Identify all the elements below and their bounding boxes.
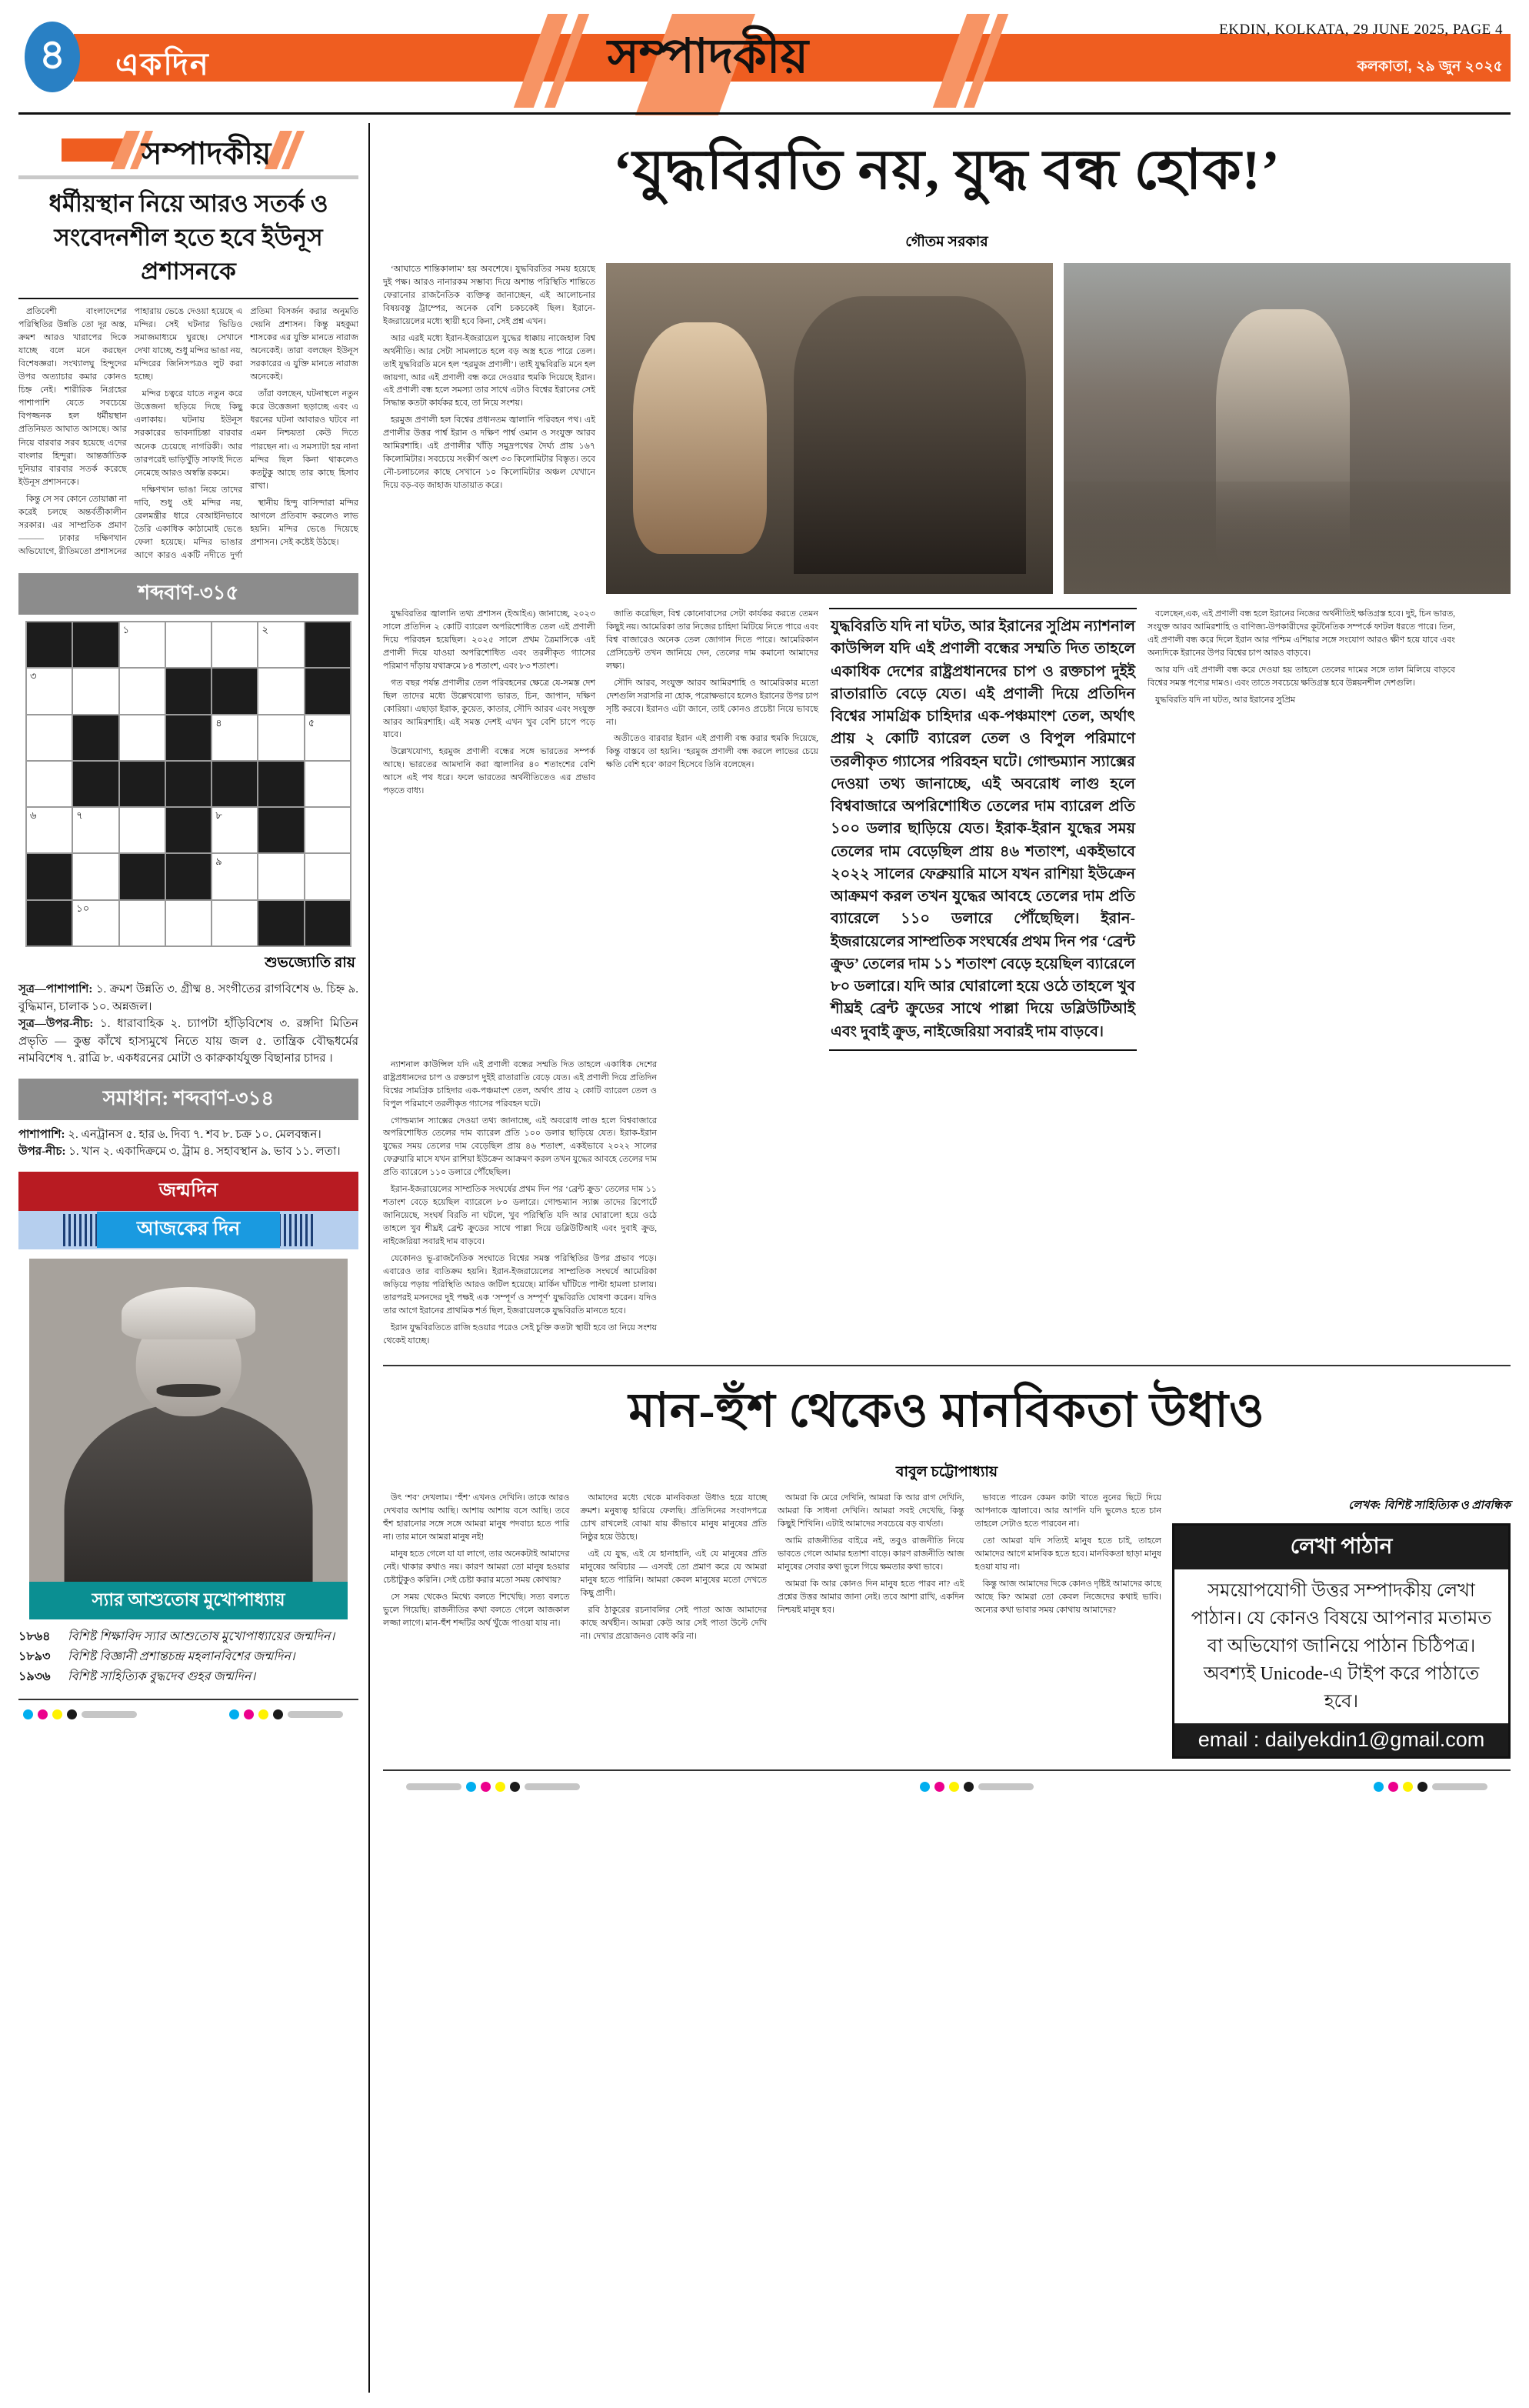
crossword-cell[interactable] xyxy=(27,715,72,760)
crossword-cell[interactable] xyxy=(73,669,118,713)
second-col-1 xyxy=(383,1492,570,1759)
black-dot-icon xyxy=(964,1782,974,1792)
crossword-cell[interactable] xyxy=(120,669,165,713)
news-photo-right xyxy=(1064,263,1511,594)
crossword-block-cell xyxy=(258,808,303,852)
news-photo-left xyxy=(606,263,1053,594)
crossword-cell[interactable] xyxy=(73,901,118,946)
crossword-cell-number: ১ xyxy=(122,623,130,635)
crossword-cell[interactable] xyxy=(305,854,350,899)
article-paragraph: ‘আঘাতে শান্তিকালাম’ হয় অবশেষে। যুদ্ধবিরতির সময় হয়েছে দুই পক্ষ। আরও নানারকম সম্ভাব্য দিয়ে অশান্ত পরিস্থিতি শান্তিতে ফেরানোর রাজনৈতিক ব্যক্তিত্ব জানাচ্ছেন, এই আলোচনার বিষয়বস্তু ট্রাম্পের, অনেক বেশি চকচকেই ছিল। ইরানে-ইজরায়েলের মধ্যে স্থায়ী হবে কিনা, সেই প্রশ্ন এখন। xyxy=(383,265,595,326)
magenta-dot-icon xyxy=(934,1782,944,1792)
crossword-cell[interactable] xyxy=(212,854,257,899)
editorial-paragraph: স্থানীয় হিন্দু বাসিন্দারা মন্দির আগলে প্রতিবাদ করলেও লাভ হয়নি। মন্দির ভেঙে দিয়েছে প্রশাসন। সেই কষ্টেই উঠছে। xyxy=(250,498,358,547)
birthday-entry xyxy=(18,1667,358,1687)
birthday-text: বিশিষ্ট বিজ্ঞানী প্রশান্তচন্দ্র মহলানবিশের জন্মদিন। xyxy=(68,1649,295,1663)
editorial-paragraph: কিন্তু সে সব কোনে তোয়াক্কা না করেই চলছে অন্তর্বর্তীকালীন সরকার। এর সাম্প্রতিক প্রমাণ——— ঢাকার দক্ষিণখান অভিযোগে, রীতিমতো প্রশাসনের পাহারায় ভেঙে দেওয়া হয়েছে এ মন্দির। সেই ঘটনার ভিডিও সমাজমাধ্যমে ঘুরছে। সেখানে দেখা যাচ্ছে, শুধু মন্দির ভাঙা নয়, মন্দিরের জিনিসপত্রও লুট করা হচ্ছে। xyxy=(18,307,243,556)
registration-bar xyxy=(978,1783,1034,1790)
crossword-cell-number: ৫ xyxy=(308,716,315,729)
send-letters-box xyxy=(1172,1523,1511,1759)
article-paragraph: ইরান যুদ্ধবিরতিতে রাজি হওয়ার পরেও সেই চুক্তি কতটা স্থায়ী হবে তা নিয়ে সংশয় থেকেই যাচ্ছে। xyxy=(383,1322,657,1346)
cyan-dot-icon xyxy=(229,1709,239,1719)
send-box-email[interactable]: email : dailyekdin1@gmail.com xyxy=(1174,1723,1508,1756)
solution-down-label: উপর-নীচ: xyxy=(18,1146,66,1159)
article-paragraph: যেকোনও ভূ-রাজনৈতিক সংঘাতে বিশ্বের সমস্ত পরিস্থিতির উপর প্রভাব পড়ে। এবারেও তার ব্যতিক্রম হয়নি। ইরান-ইজরায়েলের সাম্প্রতিক সংঘর্ষে আমেরিকা জড়িয়ে পড়ায় পরিস্থিতি আরও জটিল হয়েছে। মার্কিন ঘাঁটিতে পাল্টা হামলা চালায়। তারপরই মসনদের দুই পক্ষই এক ‘সম্পূর্ণ ও সম্পূর্ণ’ যুদ্ধবিরতি ঘোষণা করেন। যদিও তার আগে ইরানের প্রাথমিক শর্ত ছিল, ইজরায়েলকে যুদ্ধবিরতি মানতে হবে। xyxy=(383,1253,657,1316)
crossword-cell[interactable] xyxy=(166,901,211,946)
article-paragraph: অতীতেও বারবার ইরান এই প্রণালী বন্ধ করার হুমকি দিয়েছে, কিন্তু বাস্তবে তা হয়নি। ‘হরমুজ প্রণালী বন্ধ করলে লাভের চেয়ে ক্ষতি বেশি হবে’ কারণ হিসেবে তিনি বলেছেন। xyxy=(606,734,818,770)
yellow-dot-icon xyxy=(949,1782,959,1792)
portrait-turban xyxy=(122,1287,255,1339)
crossword-block-cell xyxy=(166,715,211,760)
today-banner xyxy=(18,1211,358,1249)
black-dot-icon xyxy=(510,1782,520,1792)
crossword-block-cell xyxy=(212,762,257,806)
main-byline: গৌতম সরকার xyxy=(905,234,988,250)
across-label: সূত্র—পাশাপাশি: xyxy=(18,983,93,996)
article-col-4 xyxy=(1148,608,1455,1051)
crossword-cell[interactable] xyxy=(258,715,303,760)
crossword-block-cell xyxy=(166,808,211,852)
crossword-cell[interactable] xyxy=(120,622,165,667)
main-content-column xyxy=(372,123,1511,2393)
slug-english: EKDIN, KOLKATA, 29 JUNE 2025, PAGE 4 xyxy=(1219,22,1503,38)
birthday-year: ১৮৯৩ xyxy=(18,1649,51,1663)
crossword-block-cell xyxy=(305,669,350,713)
magenta-dot-icon xyxy=(38,1709,48,1719)
cyan-dot-icon xyxy=(466,1782,476,1792)
registration-bar xyxy=(525,1783,580,1790)
portrait-caption: স্যার আশুতোষ মুখোপাধ্যায় xyxy=(29,1582,348,1619)
article-paragraph: বলেছেন,এক, এই প্রণালী বন্ধ হলে ইরানের নিজের অর্থনীতিই ক্ষতিগ্রস্ত হবে। দুই, চিন ভারত, সংযুক্ত আরব আমিরশাহি ও বাণিজ্য-উপকারীদের কূটনৈতিক সম্পর্কে ফাটল ধরতে পারে। তিন, এই প্রণালী বন্ধ করে দিলে ইরান আর পশ্চিম এশিয়ার সঙ্গে সংযোগ আরও ক্ষীণ হয়ে যাবে এবং অন্যদিকে ইরানের উপর বিশ্বের চাপ আরও বাড়বে। xyxy=(1148,609,1455,658)
black-dot-icon xyxy=(273,1709,283,1719)
article-paragraph: ইরান-ইজরায়েলের সাম্প্রতিক সংঘর্ষের প্রথম দিন পর ‘ব্রেন্ট ক্রুড’ তেলের দাম ১১ শতাংশ বেড়ে হয়েছিল ব্যারেলে ৮০ ডলারে। গোল্ডম্যান স্যাক্স তাদের রিপোর্টে জানিয়েছে, সংঘর্ষ বিরতি না ঘটলে, খুব পরিস্থিতি যদি আর ঘোরালো হয়ে ওঠে তাহলে খুব শীঘ্রই ব্রেন্ট ক্রুডের সাথে পাল্লা দিয়ে ডব্লিউটিআই এবং দুবাই ক্রুড, নাইজেরিয়া সবারই দাম বাড়বে। xyxy=(383,1185,657,1246)
second-article-paragraph: আমরা কি মেরে দেখিনি, আমরা কি আর রাগ দেখিনি, আমরা কি সাধনা দেখিনি। আমরা সবই দেখেছি, কিন্তু কিছুই শিখিনি। এটাই আমাদের সবচেয়ে বড় ব্যর্থতা। xyxy=(778,1493,964,1529)
portrait-moustache xyxy=(157,1384,221,1397)
second-col-3 xyxy=(778,1492,964,1759)
crossword-cell-number: ৪ xyxy=(215,716,222,729)
crossword-cell[interactable] xyxy=(73,808,118,852)
solution-down-text: ১. খান ২. একাদিক্রমে ৩. ট্রাম ৪. সহাবস্থান ৯. ভাব ১১. লতা। xyxy=(68,1146,341,1159)
article-col-5 xyxy=(383,1059,657,1352)
editorial-logo-text: সম্পাদকীয় xyxy=(142,136,271,171)
brand-name: একদিন xyxy=(115,47,210,82)
birthday-text: বিশিষ্ট শিক্ষাবিদ স্যার আশুতোষ মুখোপাধ্যায়ের জন্মদিন। xyxy=(68,1629,335,1643)
editorial-logo xyxy=(18,128,358,172)
second-article-paragraph: রবি ঠাকুরের রচনাবলির সেই পাতা আজ আমাদের কাছে অর্থহীন। আমরা কেউ আর সেই পাতা উল্টে দেখি না। দেখার প্রয়োজনও বোধ করি না। xyxy=(580,1605,767,1641)
editorial-paragraph: দক্ষিণখান ভাঙা নিয়ে তাদের দাবি, শুধু ওই মন্দির নয়, রেলমন্ত্রীর ধারে বেআইনিভাবে তৈরি একাধিক কাঠামোই ভেঙে ফেলা হয়েছে। মন্দির ভাঙার আগে কারও একটি নদীতে দুর্গা প্রতিমা বিসর্জন করার অনুমতি দেয়নি প্রশাসন। কিন্তু মহকুমা শাসকের এর যুক্তি মানতে নারাজ অনেকেই। তারা বলছেন ইউনূস সরকারের এ যুক্তি মানতে নারাজ অনেকেই। xyxy=(134,307,358,560)
crossword-cell[interactable] xyxy=(258,622,303,667)
birthday-entry xyxy=(18,1627,358,1647)
crossword-block-cell xyxy=(166,669,211,713)
second-article-paragraph: আমাদের মধ্যে থেকে মানবিকতা উধাও হয়ে যাচ্ছে ক্রমশ। মনুষ্যত্ব হারিয়ে ফেলছি। প্রতিদিনের সংবাদপত্রে চোখ রাখলেই বোঝা যায় কীভাবে মানুষ মানুষের প্রতি নিষ্ঠুর হয়ে উঠছে। xyxy=(580,1493,767,1543)
crossword-title: শব্দবাণ-৩১৫ xyxy=(18,573,358,615)
crossword-cell[interactable] xyxy=(212,901,257,946)
cyan-dot-icon xyxy=(1374,1782,1384,1792)
crossword-cell-number: ১০ xyxy=(76,902,90,914)
today-label: আজকের দিন xyxy=(97,1212,280,1248)
editorial-body xyxy=(18,298,358,562)
crossword-cell[interactable] xyxy=(27,808,72,852)
second-article-paragraph: উৎ ‘শব’ দেখলাম। ‘হুঁশ’ এখনও দেখিনি। তাকে আরও দেখবার আশায় আছি। আশায় আশায় বসে আছি। তবে হুঁশ হারানোর সঙ্গে সঙ্গে আমরা মানুষ পদবাচ্য হতে পারি না। তার মানে আমরা মানুষ নই! xyxy=(383,1493,570,1543)
cmyk-group xyxy=(229,1709,343,1719)
crossword-cell[interactable] xyxy=(212,622,257,667)
crossword-grid[interactable] xyxy=(25,621,351,947)
editorial-column xyxy=(18,123,366,2393)
article-paragraph: আর যদি এই প্রণালী বন্ধ করে দেওয়া হয় তাহলে তেলের দামের সঙ্গে তাল মিলিয়ে বাড়বে বিশ্বের সমস্ত পণ্যের দামও। এবং তাতে সবচেয়ে ক্ষতিগ্রস্ত হবে উন্নয়নশীল দেশগুলি। xyxy=(1148,665,1455,688)
article-col-8 xyxy=(1237,1059,1511,1352)
article-col-7 xyxy=(952,1059,1226,1352)
slug-bengali: কলকাতা, ২৯ জুন ২০২৫ xyxy=(1357,58,1503,75)
article-paragraph: উল্লেখযোগ্য, হরমুজ প্রণালী বন্ধের সঙ্গে ভারতের সম্পর্ক আছে। ভারতের আমদানি করা জ্বালানির ৪০ শতাংশের বেশি আসে এই পথ ধরে। ফলে ভারতের অর্থনীতিতেও এর প্রভাব পড়তে বাধ্য। xyxy=(383,747,595,796)
crossword-cell[interactable] xyxy=(212,808,257,852)
article-col-1 xyxy=(383,263,595,602)
cmyk-registration-left xyxy=(18,1709,358,1719)
crossword-cell-number: ৯ xyxy=(215,855,222,868)
crossword-block-cell xyxy=(73,715,118,760)
cmyk-group xyxy=(23,1709,137,1719)
crossword-cell[interactable] xyxy=(258,669,303,713)
photo-row xyxy=(606,263,1511,594)
birthday-year: ১৯৩৬ xyxy=(18,1670,51,1684)
crossword-cell[interactable] xyxy=(120,715,165,760)
crossword-block-cell xyxy=(166,854,211,899)
article-paragraph: গোল্ডম্যান স্যাক্সের দেওয়া তথ্য জানাচ্ছে, এই অবরোধ লাগু হলে বিশ্ববাজারে অপরিশোধিত তেলের দাম ব্যারেল প্রতি ১০০ ডলার ছাড়িয়ে যেত। ইরাক-ইরান যুদ্ধের সময় তেলের দাম বেড়েছিল প্রায় ৪৬ শতাংশ, একইভাবে ২০২২ সালের ফেব্রুয়ারি মাসে যখন রাশিয়া ইউক্রেন আক্রমণ করল তখন যুদ্ধের আবহে তেলের দাম প্রতি ব্যারেলে ১১০ ডলারে পৌঁছেছিল। xyxy=(383,1116,657,1178)
second-col-2 xyxy=(581,1492,768,1759)
second-article-paragraph: সে সময় থেকেও মিথ্যে বলতে শিখেছি। সত্য বলতে ভুলে গিয়েছি। রাজনীতির কথা বলতে গেলে আজকাল লজ্জা লাগে। মান-হুঁশ শব্দটির অর্থ খুঁজে পাওয়া যায় না। xyxy=(383,1593,570,1628)
bottom-rule xyxy=(383,1769,1511,1771)
article-paragraph: জাতি করেছিল, বিশ্ব কোনোবাসের সেটা কার্যকর করতে তেমন কিছুই নয়। আমেরিকা তার নিজের চাহিদা মিটিয়ে নিতে পারে এবং বিশ্ব বাজারেও অনেক তেল জোগান দিতে পারে। আমেরিকান প্রেসিডেন্ট তখন জানিয়ে দেন, তেলের দাম কমানো আমাদের লক্ষ্য। xyxy=(606,609,818,671)
second-article-paragraph: ভাবতে পারেন কেমন কাটা খাতে নুনের ছিটে দিয়ে আপনাকে জ্বালাবে। আর আপনি যদি ভুলেও হতে চান তাহলে সেটাও হতে পারবেন না। xyxy=(974,1493,1161,1529)
solution-title: সমাধান: শব্দবাণ-৩১৪ xyxy=(18,1079,358,1120)
send-box-body: সময়োপযোগী উত্তর সম্পাদকীয় লেখা পাঠান। যে কোনও বিষয়ে আপনার মতামত বা অভিযোগ জানিয়ে পাঠান চিঠিপত্র। অবশ্যই Unicode-এ টাইপ করে পাঠাতে হবে। xyxy=(1191,1581,1492,1713)
crossword-block-cell xyxy=(27,854,72,899)
second-article-paragraph: মানুষ হতে গেলে যা যা লাগে, তার অনেকটাই আমাদের নেই। থাকার কথাও নয়। কারণ আমরা তো মানুষ হওয়ার চেষ্টাটুকুও করিনি। সেই চেষ্টা করার মতো সময় কোথায়? xyxy=(383,1549,570,1586)
crossword-cell[interactable] xyxy=(166,622,211,667)
crossword-block-cell xyxy=(166,762,211,806)
crossword-block-cell xyxy=(120,762,165,806)
second-article-paragraph: তো আমরা যদি সত্যিই মানুষ হতে চাই, তাহলে আমাদের আগে মানবিক হতে হবে। মানবিকতা ছাড়া মানুষ হওয়া যায় না। xyxy=(974,1536,1161,1573)
article-col-6 xyxy=(668,1059,941,1352)
second-col-4 xyxy=(975,1492,1162,1759)
cmyk-group xyxy=(920,1782,1034,1792)
send-box-title: লেখা পাঠান xyxy=(1174,1526,1508,1569)
crossword-cell-number: ২ xyxy=(261,623,268,635)
footer-rule xyxy=(18,1699,358,1700)
cmyk-registration-right xyxy=(383,1782,1511,1792)
crossword-cell[interactable] xyxy=(120,808,165,852)
article-col-3 xyxy=(606,608,818,1051)
solution-across-label: পাশাপাশি: xyxy=(18,1128,65,1141)
crossword-cell[interactable] xyxy=(73,854,118,899)
crossword-across-clues xyxy=(18,981,358,1016)
crossword-cell[interactable] xyxy=(27,669,72,713)
birthday-year: ১৮৬৪ xyxy=(18,1629,51,1643)
crossword-block-cell xyxy=(73,762,118,806)
crossword-block-cell xyxy=(27,901,72,946)
crossword-cell[interactable] xyxy=(305,762,350,806)
yellow-dot-icon xyxy=(258,1709,268,1719)
registration-bar xyxy=(288,1711,343,1718)
editorial-paragraph: তাঁরা বলছেন, ঘটনাস্থলে নতুন করে উত্তেজনা ছড়াচ্ছে এবং এ ধরনের ঘটনা আবারও ঘটবে না এমন নিশ্চয়তা কেউ দিতে পারছেন না। এ সমস্যাটা হয় নানা মন্দির ছিল কিনা থাকলেও কতটুকু আছে তার কাছে হিসাব রাখা। xyxy=(250,389,358,491)
second-article-paragraph: কিন্তু আজ আমাদের দিকে কোনও দৃষ্টিই আমাদের কাছে আছে কি? আমরা তো কেবল নিজেদের কথাই ভাবি। অন্যের কথা ভাবার সময় কোথায় আমাদের? xyxy=(974,1579,1161,1615)
cyan-dot-icon xyxy=(920,1782,930,1792)
second-article-paragraph: আমি রাজনীতির বাইরে নই, তবুও রাজনীতি নিয়ে ভাবতে গেলে আমার হতাশা বাড়ে। কারণ রাজনীতি আজ মানুষের সেবার কথা ভুলে গিয়ে ক্ষমতার কথা ভাবে। xyxy=(778,1536,964,1573)
crossword-cell[interactable] xyxy=(212,715,257,760)
article-paragraph: গত বছর পর্যন্ত প্রণালীর তেল পরিবহনের ক্ষেত্রে যে-সমস্ত দেশ ছিল তাদের মধ্যে উল্লেখযোগ্য ভারত, চিন, জাপান, দক্ষিণ কোরিয়া। এছাড়া ইরাক, কুয়েত, কাতার, সৌদি আরব এবং সংযুক্ত আরব আমিরশাহি। এই সমস্ত দেশই এখন খুব বেশি চাপে পড়ে যাবে। xyxy=(383,678,595,740)
crossword-block-cell xyxy=(212,669,257,713)
crossword-block-cell xyxy=(305,901,350,946)
article-col-2 xyxy=(383,608,595,1051)
second-article-paragraph: আমরা কি আর কোনও দিন মানুষ হতে পারব না? এই প্রশ্নের উত্তর আমার জানা নেই। তবে আশা রাখি, একদিন নিশ্চয়ই মানুষ হব। xyxy=(778,1579,964,1615)
crossword-cell-number: ৬ xyxy=(30,809,37,822)
second-article-paragraph: এই যে যুদ্ধ, এই যে হানাহানি, এই যে মানুষের প্রতি মানুষের অবিচার — এসবই তো প্রমাণ করে যে আমরা মানুষ হতে পারিনি। আমরা কেবল মানুষের মতো দেখতে কিছু প্রাণী। xyxy=(580,1549,767,1598)
solution-across-text: ২. এনট্রানস ৫. হার ৬. দিব্য ৭. শব ৮. চক্র ১০. মেলবন্ধন। xyxy=(68,1128,321,1141)
article-paragraph: সৌদি আরব, সংযুক্ত আরব আমিরশাহি ও আমেরিকার মতো দেশগুলি সরাসরি না হোক, পরোক্ষভাবে হলেও ইরানের উপর চাপ সৃষ্টি করবে। ইরানও এটা জানে, তাই কোনও প্রচেষ্টা নিয়ে ভাবছে না। xyxy=(606,678,818,727)
section-title: সম্পাদকীয় xyxy=(608,31,808,83)
article-pullquote: যুদ্ধবিরতি যদি না ঘটত, আর ইরানের সুপ্রিম ন্যাশনাল কাউন্সিল যদি এই প্রণালী বন্ধের সম্মতি দিত তাহলে একাধিক দেশের রাষ্ট্রপ্রধানদের চাপ ও রক্তচাপ দুইই রাতারাতি বেড়ে যেত। এই প্রণালী দিয়ে প্রতিদিন বিশ্বের সামগ্রিক চাহিদার এক-পঞ্চমাংশ তেল, অর্থাৎ প্রায় ২ কোটি ব্যারেল তেল ও বিপুল পরিমাণে তরলীকৃত গ্যাসের পরিবহন ঘটে। গোল্ডম্যান স্যাক্সের দেওয়া তথ্য জানাচ্ছে, এই অবরোধ লাগু হলে বিশ্ববাজারে অপরিশোধিত তেলের দাম ব্যারেল প্রতি ১০০ ডলার ছাড়িয়ে যেত। ইরাক-ইরান যুদ্ধের সময় তেলের দাম বেড়েছিল প্রায় ৪৬ শতাংশ, একইভাবে ২০২২ সালের ফেব্রুয়ারি মাসে যখন রাশিয়া ইউক্রেন আক্রমণ করল তখন যুদ্ধের আবহে তেলের দাম প্রতি ব্যারেলে ১১০ ডলারে পৌঁছেছিল। ইরান-ইজরায়েলের সাম্প্রতিক সংঘর্ষের প্রথম দিন পর ‘ব্রেন্ট ক্রুড’ তেলের দাম ১১ শতাংশ বেড়ে হয়েছিল ব্যারেলে ৮০ ডলারে। যদি আর ঘোরালো হয়ে ওঠে তাহলে খুব শীঘ্রই ব্রেন্ট ক্রুডের সাথে পাল্লা দিয়ে ডব্লিউটিআই এবং দুবাই ক্রুড, নাইজেরিয়া সবারই দাম বাড়বে। xyxy=(829,608,1137,1051)
cyan-dot-icon xyxy=(23,1709,33,1719)
stripe-decor-right xyxy=(278,1214,314,1246)
crossword-cell-number: ৩ xyxy=(30,670,37,682)
editorial-headline: ধর্মীয়স্থান নিয়ে আরও সতর্ক ও সংবেদনশীল হতে হবে ইউনূস প্রশাসনকে xyxy=(48,190,328,285)
crossword-author: শুভজ্যোতি রায় xyxy=(265,955,355,972)
crossword-block-cell xyxy=(120,854,165,899)
article-paragraph: আর এরই মধ্যে ইরান-ইজরায়েল যুদ্ধের ধাক্কায় নাজেহাল বিশ্ব অর্থনীতি। আর সেটা সামলাতে হলে বড় অস্ত্র হতে পারে তেল। তাই যুদ্ধবিরতি মনে হল ‘হরমুজ প্রণালী’। তাই যুদ্ধবিরতি মনে হল জায়গা, আর এই প্রণালী বন্ধ করে দেওয়ার হুমকি দিয়েছে ইরান। এই প্রণালী বন্ধ হলে সমস্যা তার সাথে এটাও বিশ্বের ইরানের সেই সিদ্ধান্ত কতটা কার্যকর হবে, তা নিয়ে সংশয়। xyxy=(383,333,595,409)
article-paragraph: যুদ্ধবিরতির জ্বালানি তথ্য প্রশাসন (ইআইএ) জানাচ্ছে, ২০২৩ সালে প্রতিদিন ২ কোটি ব্যারেল অপরিশোধিত তেল এই প্রণালী দিয়ে পরিবহন হয়েছিল। ২০২৫ সালে প্রথম ত্রৈমাসিকে এই প্রণালী দিয়ে যাওয়া অপরিশোধিত এবং তরলীকৃত গ্যাসের পরিমাণ দাঁড়ায় যথাক্রমে ৮৪ শতাংশ, এবং ৮৩ শতাংশ। xyxy=(383,609,595,671)
solution-across xyxy=(18,1126,358,1144)
crossword-cell[interactable] xyxy=(258,854,303,899)
registration-bar xyxy=(406,1783,461,1790)
cmyk-group xyxy=(406,1782,580,1792)
birthday-text: বিশিষ্ট সাহিত্যিক বুদ্ধদেব গুহর জন্মদিন। xyxy=(68,1670,256,1684)
masthead xyxy=(0,0,1529,115)
editorial-paragraph: প্রতিবেশী বাংলাদেশের পরিস্থিতির উন্নতি তো দূর অস্ত, ক্রমশ আরও খারাপের দিকে যাচ্ছে বলে মনে করছেন বিশেষজ্ঞরা। সংখ্যালঘু হিন্দুদের উপর অত্যাচার কমার কোনও চিহ্ন নেই। শারীরিক নিগ্রহের পাশাপাশি যেতে সবচেয়ে বিপজ্জনক হল ধর্মীয়স্থান প্রতিনিয়ত আঘাত আসছে। আর নিয়ে বারবার সরব হয়েছে এদের বাংলার হিন্দুরা। আন্তর্জাতিক দুনিয়ার বারবার সতর্ক করেছে ইউনূস প্রশাসনকে। xyxy=(18,307,127,487)
crossword-block-cell xyxy=(73,622,118,667)
main-headline: ‘যুদ্ধবিরতি নয়, যুদ্ধ বন্ধ হোক!’ xyxy=(613,139,1281,201)
yellow-dot-icon xyxy=(52,1709,62,1719)
registration-bar xyxy=(1432,1783,1487,1790)
registration-bar xyxy=(82,1711,137,1718)
magenta-dot-icon xyxy=(244,1709,254,1719)
black-dot-icon xyxy=(67,1709,77,1719)
crossword-down-clues xyxy=(18,1016,358,1068)
across-text: ১. ক্রমশ উন্নতি ৩. গ্রীষ্ম ৪. সংগীতের রাগবিশেষ ৬. চিহ্ন ৯. বুদ্ধিমান, চালাক ১০. অন্নজল। xyxy=(18,983,359,1013)
portrait-torso xyxy=(65,1404,313,1582)
yellow-dot-icon xyxy=(495,1782,505,1792)
page-number-badge: ৪ xyxy=(25,22,80,92)
cmyk-group xyxy=(1374,1782,1487,1792)
down-label: সূত্র—উপর-নীচ: xyxy=(18,1018,94,1031)
crossword-block-cell xyxy=(258,901,303,946)
column-divider xyxy=(368,123,370,2393)
crossword-cell[interactable] xyxy=(27,762,72,806)
magenta-dot-icon xyxy=(481,1782,491,1792)
second-article xyxy=(383,1365,1511,1792)
birthday-title: জন্মদিন xyxy=(18,1172,358,1211)
yellow-dot-icon xyxy=(1403,1782,1413,1792)
stripe-decor-left xyxy=(63,1214,98,1246)
second-byline: বাবুল চট্টোপাধ্যায় xyxy=(895,1464,998,1481)
black-dot-icon xyxy=(1417,1782,1427,1792)
author-credit: লেখক: বিশিষ্ট সাহিত্যিক ও প্রাবন্ধিক xyxy=(1348,1499,1511,1513)
birthday-entry xyxy=(18,1647,358,1667)
crossword-block-cell xyxy=(258,762,303,806)
portrait-block xyxy=(18,1259,358,1619)
article-divider xyxy=(383,1365,1511,1366)
crossword-cell[interactable] xyxy=(305,808,350,852)
article-paragraph: হরমুজ প্রণালী হল বিশ্বের প্রধানতম জ্বালানি পরিবহন পথ। এই প্রণালীর উত্তর পার্শ্ব ইরান ও দক্ষিণ পার্শ্ব ওমান ও সংযুক্ত আরব আমিরশাহি। এই প্রণালীর খাঁড়ি সমুদ্রপথের দৈর্ঘ্য প্রায় ১৬৭ কিলোমিটার। সবচেয়ে সংকীর্ণ অংশ ৩৩ কিলোমিটার বিস্তৃত। তবে নৌ-চলাচলের কাছে সেখানে ১০ কিলোমিটার অঞ্চল যেখানে দিয়ে বড়-বড় জাহাজ যাতায়াত করে। xyxy=(383,415,595,490)
crossword-cell[interactable] xyxy=(120,901,165,946)
crossword-block-cell xyxy=(27,622,72,667)
article-paragraph: যুদ্ধবিরতি যদি না ঘটত, আর ইরানের সুপ্রিম xyxy=(1155,695,1296,705)
portrait-photo xyxy=(29,1259,348,1582)
article-paragraph: ন্যাশনাল কাউন্সিল যদি এই প্রণালী বন্ধের সম্মতি দিত তাহলে একাধিক দেশের রাষ্ট্রপ্রধানদের চাপ ও রক্তচাপ দুইই রাতারাতি বেড়ে যেত। এই প্রণালী দিয়ে প্রতিদিন বিশ্বের সামগ্রিক চাহিদার এক-পঞ্চমাংশ তেল, অর্থাৎ প্রায় ২ কোটি ব্যারেল তেল ও বিপুল পরিমাণে তরলীকৃত গ্যাসের পরিবহন ঘটে। xyxy=(383,1059,657,1109)
down-text: ১. ধারাবাহিক ২. চ্যাপটা হাঁড়িবিশেষ ৩. রঙ্গদিা মিতিন প্রভৃতি — কুম্ভ কাঁখে হাস্যমুখে নিতে যায় জল ৫. তান্ত্রিক বৌদ্ধধর্মের নামবিশেষ ৭. রাত্রি ৮. একধরনের মোটা ও কারুকার্যযুক্ত বিছানার চাদর । xyxy=(18,1018,359,1066)
magenta-dot-icon xyxy=(1388,1782,1398,1792)
editorial-paragraph: মন্দির চত্বরে যাতে নতুন করে উত্তেজনা ছড়িয়ে দিছে কিছু এলাকায়। ঘটনায় ইউনূস সরকারের ভাবনাচিন্তা বারবার অনেক চেয়েছে নাগরিকী। আর তারপরেই ভাড়িখুঁড়ি সাফাই দিতে নেমেছে আরও অস্বস্তি রকমে। xyxy=(134,389,243,478)
birthday-list xyxy=(18,1627,358,1688)
crossword-cell[interactable] xyxy=(305,715,350,760)
masthead-rule xyxy=(18,112,1511,115)
crossword-cell-number: ৮ xyxy=(215,809,222,822)
crossword-block-cell xyxy=(305,622,350,667)
second-headline: মান-হুঁশ থেকেও মানবিকতা উধাও xyxy=(628,1385,1265,1438)
crossword-cell-number: ৭ xyxy=(76,809,83,822)
solution-down xyxy=(18,1143,358,1161)
